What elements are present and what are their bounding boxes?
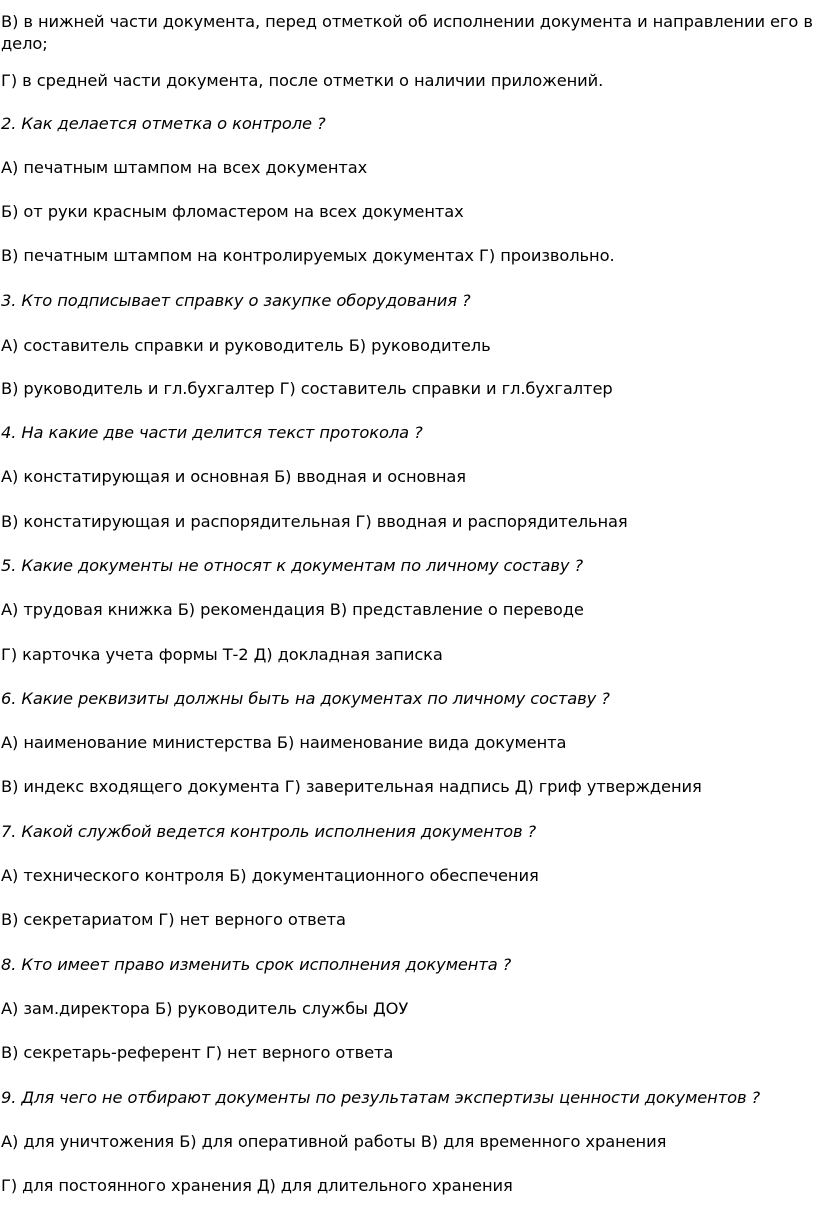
answer-line: А) наименование министерства Б) наименование вида документа	[1, 733, 567, 752]
answer-line: В) секретариатом Г) нет верного ответа	[1, 910, 346, 929]
answer-line: А) технического контроля Б) документационного обеспечения	[1, 866, 539, 885]
answer-line: А) печатным штампом на всех документах	[1, 158, 368, 177]
answer-line: В) печатным штампом на контролируемых документах Г) произвольно.	[1, 246, 615, 265]
answer-line: А) для уничтожения Б) для оперативной работы В) для временного хранения	[1, 1132, 667, 1151]
answer-line: Б) от руки красным фломастером на всех документах	[1, 202, 464, 221]
question-line: 7. Какой службой ведется контроль исполнения документов ?	[1, 822, 537, 841]
question-line: 3. Кто подписывает справку о закупке оборудования ?	[1, 291, 471, 310]
question-line: 8. Кто имеет право изменить срок исполнения документа ?	[1, 955, 512, 974]
question-line: 9. Для чего не отбирают документы по результатам экспертизы ценности документов ?	[1, 1088, 761, 1107]
question-line: 5. Какие документы не относят к документам по личному составу ?	[1, 556, 584, 575]
answer-line: А) констатирующая и основная Б) вводная и основная	[1, 467, 466, 486]
answer-line: В) руководитель и гл.бухгалтер Г) составитель справки и гл.бухгалтер	[1, 379, 613, 398]
answer-line: Г) карточка учета формы Т-2 Д) докладная записка	[1, 645, 443, 664]
answer-line: А) зам.директора Б) руководитель службы ДОУ	[1, 999, 409, 1018]
answer-line: Г) для постоянного хранения Д) для длительного хранения	[1, 1176, 513, 1195]
answer-line: В) индекс входящего документа Г) заверительная надпись Д) гриф утверждения	[1, 777, 702, 796]
answer-line: А) трудовая книжка Б) рекомендация В) представление о переводе	[1, 600, 584, 619]
answer-line: Г) в средней части документа, после отметки о наличии приложений.	[1, 71, 604, 90]
question-line: 2. Как делается отметка о контроле ?	[1, 114, 326, 133]
answer-line: А) составитель справки и руководитель Б) руководитель	[1, 336, 491, 355]
answer-line: В) констатирующая и распорядительная Г) вводная и распорядительная	[1, 512, 628, 531]
question-line: 4. На какие две части делится текст протокола ?	[1, 423, 423, 442]
answer-line: В) секретарь-референт Г) нет верного ответа	[1, 1043, 394, 1062]
question-line: 6. Какие реквизиты должны быть на документах по личному составу ?	[1, 689, 610, 708]
answer-line: В) в нижней части документа, перед отметкой об исполнении документа и направлении его в дело;	[1, 12, 813, 53]
